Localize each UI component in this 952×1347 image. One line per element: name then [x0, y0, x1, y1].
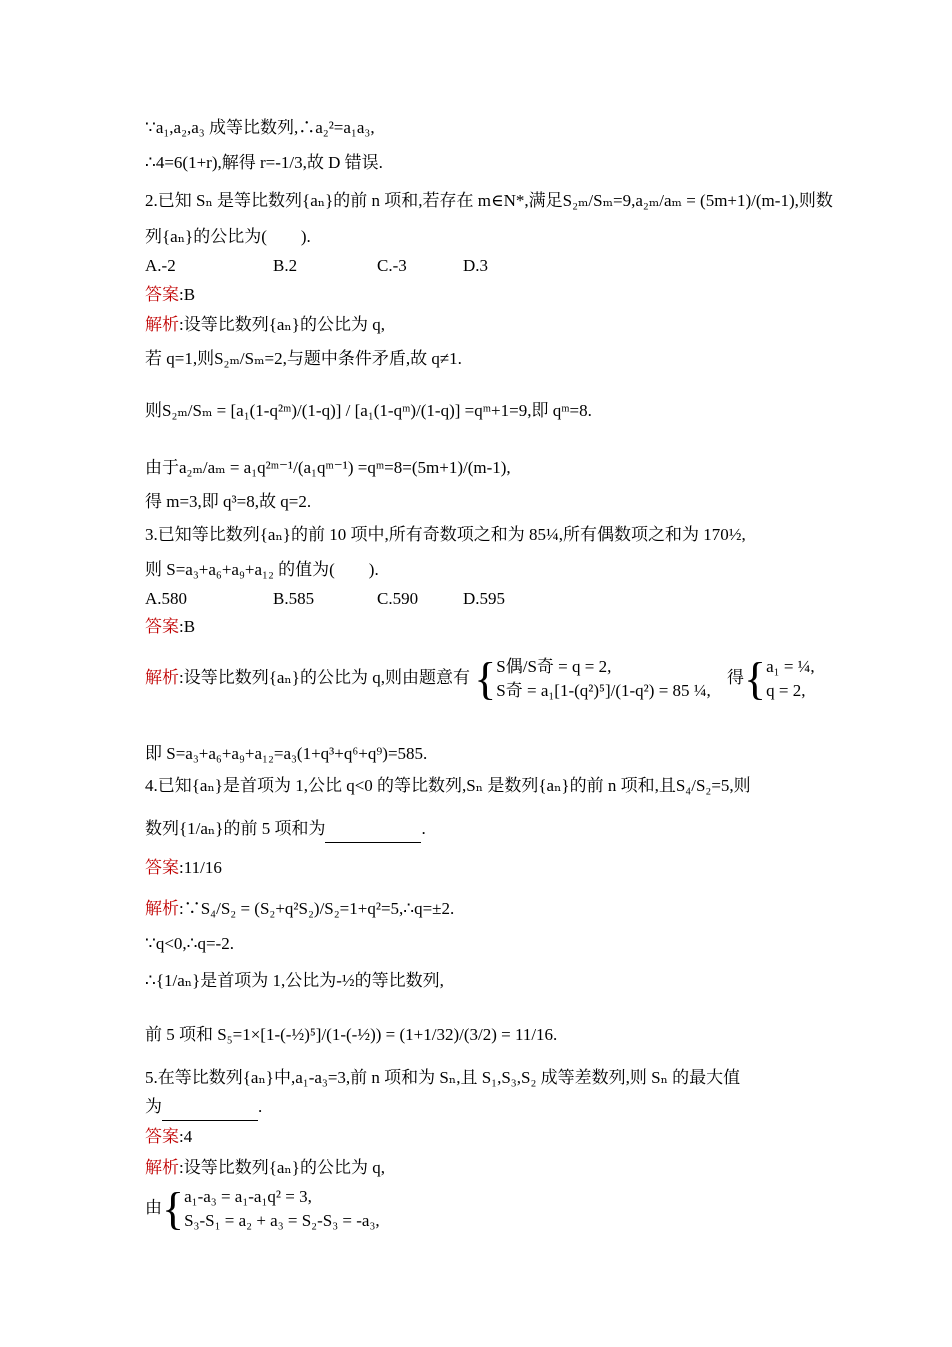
answer-line [145, 1126, 192, 1148]
option-a: A.580 [145, 589, 188, 608]
equation-system [496, 655, 710, 703]
text-line: 即 S=a₃+a₆+a₉+a₁₂=a₃(1+q³+q⁶+q⁹)=585. [145, 744, 428, 763]
text-line: 由于a₂ₘ/aₘ = a₁q²ᵐ⁻¹/(a₁qᵐ⁻¹) =qᵐ=8=(5m+1)/(m-1), [145, 458, 511, 477]
text-line: ∴4=6(1+r),解得 r=-1/3,故 D 错误. [145, 153, 383, 172]
answer-label: 答案 [145, 1127, 179, 1146]
text-span: . [421, 819, 426, 838]
equation-line [145, 1185, 380, 1233]
text-line: 若 q=1,则S₂ₘ/Sₘ=2,与题中条件矛盾,故 q≠1. [145, 349, 462, 368]
equation: S奇 = a₁[1-(q²)⁵]/(1-q²) = 85 ¼, [496, 681, 711, 700]
explanation-text: :设等比数列{aₙ}的公比为 q, [179, 315, 385, 334]
text-line: 前 5 项和 S₅=1×[1-(-½)⁵]/(1-(-½)) = (1+1/32)/(3/2) = 11/16. [145, 1025, 558, 1044]
text-span: 为 [145, 1097, 162, 1116]
explanation-label: 解析 [145, 1158, 179, 1177]
answer-blank [162, 1098, 258, 1121]
explanation-line [145, 1157, 385, 1179]
left-brace: { [474, 653, 497, 704]
answer-line [145, 616, 195, 638]
question-2-options [145, 255, 488, 277]
explanation-label: 解析 [145, 315, 179, 334]
question-3-stem: 3.已知等比数列{aₙ}的前 10 项中,所有奇数项之和为 85¼,所有偶数项之和为 170½, [145, 525, 746, 544]
option-c: C.590 [377, 589, 419, 608]
question-2-stem-cont: 列{aₙ}的公比为( ). [145, 227, 311, 246]
equation: q = 2, [766, 681, 806, 700]
explanation-text: :∵S₄/S₂ = (S₂+q²S₂)/S₂=1+q²=5,∴q=±2. [179, 899, 455, 918]
equation: a₁ = ¼, [766, 657, 815, 676]
explanation-line [145, 655, 815, 703]
option-d: D.595 [463, 589, 506, 608]
equation: S偶/S奇 = q = 2, [496, 657, 612, 676]
text-span: 数列{1/aₙ}的前 5 项和为 [145, 819, 326, 838]
explanation-text: :设等比数列{aₙ}的公比为 q, [179, 1158, 385, 1177]
text-span: . [258, 1097, 263, 1116]
answer-label: 答案 [145, 285, 179, 304]
question-2-stem: 2.已知 Sₙ 是等比数列{aₙ}的前 n 项和,若存在 m∈N*,满足S₂ₘ/Sₘ=9,a₂ₘ/aₘ = (5m+1)/(m-1),则数 [145, 191, 833, 210]
equation: S₃-S₁ = a₂ + a₃ = S₂-S₃ = -a₃, [184, 1211, 380, 1230]
explanation-text: :设等比数列{aₙ}的公比为 q,则由题意有 [179, 667, 470, 687]
question-4-stem: 4.已知{aₙ}是首项为 1,公比 q<0 的等比数列,Sₙ 是数列{aₙ}的前 n 项和,且S₄/S₂=5,则 [145, 776, 751, 795]
question-3-options [145, 588, 505, 610]
equation-system [766, 655, 815, 703]
text-line: ∵q<0,∴q=-2. [145, 934, 234, 953]
question-5-stem: 5.在等比数列{aₙ}中,a₁-a₃=3,前 n 项和为 Sₙ,且 S₁,S₃,S₂ 成等差数列,则 Sₙ 的最大值 [145, 1068, 741, 1087]
answer-value: :B [179, 617, 196, 636]
answer-line [145, 857, 222, 879]
option-a: A.-2 [145, 256, 176, 275]
option-b: B.585 [273, 589, 315, 608]
text-line: 则S₂ₘ/Sₘ = [a₁(1-q²ᵐ)/(1-q)] / [a₁(1-qᵐ)/(1-q)] =qᵐ+1=9,即 qᵐ=8. [145, 401, 592, 420]
answer-value: :B [179, 285, 196, 304]
left-brace: { [162, 1183, 185, 1234]
text-line: ∴{1/aₙ}是首项为 1,公比为-½的等比数列, [145, 971, 444, 990]
text-line: ∵a₁,a₂,a₃ 成等比数列,∴a₂²=a₁a₃, [145, 118, 375, 137]
text-span: 得 [727, 667, 745, 687]
text-line: 得 m=3,即 q³=8,故 q=2. [145, 492, 312, 511]
question-4-stem-cont [145, 818, 426, 843]
answer-value: :4 [179, 1127, 193, 1146]
option-c: C.-3 [377, 256, 407, 275]
option-d: D.3 [463, 256, 489, 275]
question-5-stem-cont [145, 1096, 262, 1121]
answer-line [145, 284, 195, 306]
answer-blank [325, 820, 421, 843]
text-span: 由 [145, 1197, 162, 1217]
explanation-line [145, 898, 454, 920]
answer-label: 答案 [145, 617, 179, 636]
left-brace: { [744, 653, 767, 704]
equation-system [184, 1185, 380, 1233]
explanation-line [145, 314, 385, 336]
explanation-label: 解析 [145, 667, 179, 687]
equation: a₁-a₃ = a₁-a₁q² = 3, [184, 1187, 312, 1206]
question-3-stem-cont: 则 S=a₃+a₆+a₉+a₁₂ 的值为( ). [145, 560, 379, 579]
answer-value: :11/16 [179, 858, 222, 877]
option-b: B.2 [273, 256, 298, 275]
answer-label: 答案 [145, 858, 179, 877]
explanation-label: 解析 [145, 899, 179, 918]
